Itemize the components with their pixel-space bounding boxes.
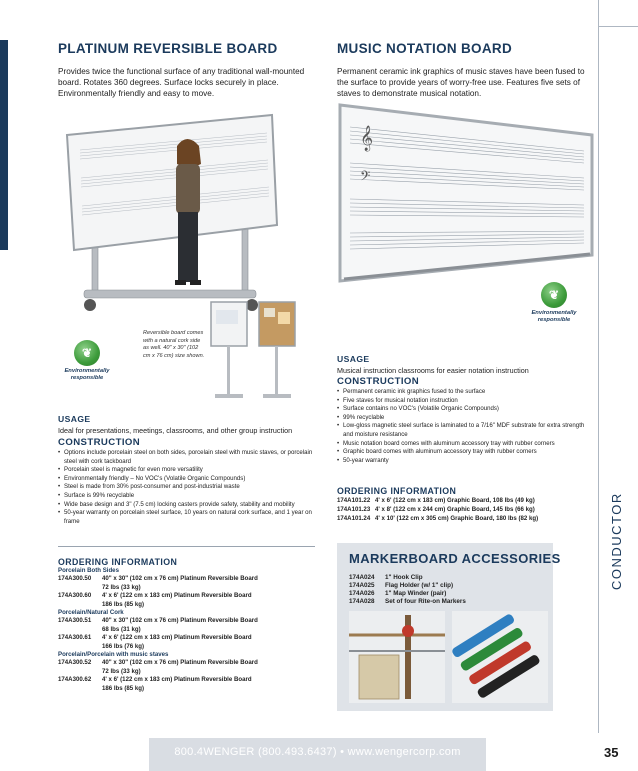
- list-item: • Environmentally friendly – No VOC's (Volatile Organic Compounds): [58, 475, 316, 484]
- table-row: 174A300.61 4' x 6' (122 cm x 183 cm) Platinum Reversible Board: [58, 634, 252, 642]
- ordering-subheading: Porcelain Both Sides: [58, 567, 119, 574]
- music-ordering-heading: ORDERING INFORMATION: [337, 486, 457, 496]
- ordering-subheading: Porcelain/Natural Cork: [58, 609, 124, 617]
- reversible-board-photo: [62, 100, 282, 315]
- leaf-icon: ❦: [541, 282, 567, 308]
- music-usage-heading: USAGE: [337, 354, 370, 364]
- list-item: • Options include porcelain steel on both sides, porcelain steel with music staves, or porcelain steel with cork tackboard: [58, 449, 316, 466]
- eco-badge-left: ❦ Environmentally responsible: [60, 340, 114, 382]
- platinum-construction-heading: CONSTRUCTION: [58, 437, 141, 448]
- list-item: • Surface is 99% recyclable: [58, 492, 316, 501]
- platinum-usage-text: Ideal for presentations, meetings, classrooms, and other group instruction: [58, 426, 293, 435]
- svg-text:𝄞: 𝄞: [360, 126, 374, 151]
- list-item: • Low-gloss magnetic steel surface is laminated to a 7/16" MDF substrate for extra strength and moisture resistance: [337, 422, 591, 439]
- page-number: 35: [604, 745, 619, 760]
- section-label: CONDUCTOR: [609, 492, 624, 590]
- list-item: 174A028 Set of four Rite-on Markers: [349, 598, 466, 605]
- platinum-construction-list: [58, 449, 316, 526]
- table-row: 174A300.60 4' x 6' (122 cm x 183 cm) Platinum Reversible Board: [58, 592, 252, 600]
- list-item: • 99% recyclable: [337, 414, 591, 423]
- small-boards-photo: [207, 298, 299, 408]
- row-weight: 72 lbs (33 kg): [102, 583, 141, 591]
- platinum-board-title: PLATINUM REVERSIBLE BOARD: [58, 41, 278, 56]
- section-divider: [58, 546, 315, 547]
- list-item: 174A026 1" Map Winder (pair): [349, 590, 447, 597]
- table-row: 174A300.62 4' x 6' (122 cm x 183 cm) Platinum Reversible Board: [58, 676, 252, 684]
- list-item: • Surface contains no VOC's (Volatile Organic Compounds): [337, 405, 591, 414]
- list-item: • 50-year warranty on porcelain steel surface, 10 years on natural cork surface, and 1 year on frame: [58, 509, 316, 526]
- list-item: • Wide base design and 3" (7.5 cm) locking casters provide safety, stability and mobility: [58, 501, 316, 510]
- row-weight: 186 lbs (85 kg): [102, 684, 144, 692]
- cork-caption: Reversible board comes with a natural cork side as well. 40" x 30" (102 cm x 76 cm) size shown.: [143, 330, 205, 359]
- music-board-intro: Permanent ceramic ink graphics of music staves have been fused to the surface to provide years of worry-free use. Features five sets of staves to demonstrate musical notation.: [337, 67, 585, 98]
- list-item: • Steel is made from 30% post-consumer and post-industrial waste: [58, 483, 316, 492]
- ordering-subheading: Porcelain/Porcelain with music staves: [58, 651, 169, 659]
- list-item: 174A024 1" Hook Clip: [349, 574, 423, 581]
- table-row: 174A101.23 4' x 8' (122 cm x 244 cm) Graphic Board, 145 lbs (66 kg): [337, 506, 535, 514]
- section-tab: [0, 40, 8, 250]
- list-item: • 50-year warranty: [337, 457, 591, 466]
- list-item: • Porcelain steel is magnetic for even more versatility: [58, 466, 316, 475]
- platinum-ordering-list: [58, 567, 318, 693]
- accessory-clip-photo: [349, 611, 445, 703]
- platinum-ordering-heading: ORDERING INFORMATION: [58, 557, 178, 567]
- list-item: • Permanent ceramic ink graphics fused to the surface: [337, 388, 591, 397]
- table-row: 174A101.22 4' x 6' (122 cm x 183 cm) Graphic Board, 108 lbs (49 kg): [337, 497, 535, 504]
- table-row: 174A300.52 40" x 30" (102 cm x 76 cm) Platinum Reversible Board: [58, 659, 258, 667]
- table-row: 174A101.24 4' x 10' (122 cm x 305 cm) Graphic Board, 180 lbs (82 kg): [337, 515, 539, 523]
- list-item: • Music notation board comes with aluminum accessory tray with rubber corners: [337, 440, 591, 449]
- music-construction-heading: CONSTRUCTION: [337, 376, 420, 387]
- row-weight: 68 lbs (31 kg): [102, 625, 141, 633]
- accessories-title: MARKERBOARD ACCESSORIES: [349, 551, 561, 566]
- accessories-list: [349, 574, 466, 606]
- list-item: • Five staves for musical notation instruction: [337, 397, 591, 406]
- music-board-title: MUSIC NOTATION BOARD: [337, 41, 512, 56]
- row-weight: 72 lbs (33 kg): [102, 667, 141, 675]
- leaf-icon: ❦: [74, 340, 100, 366]
- eco-badge-right: ❦ Environmentally responsible: [525, 282, 583, 324]
- platinum-usage-heading: USAGE: [58, 414, 91, 424]
- platinum-board-intro: Provides twice the functional surface of any traditional wall-mounted board. Rotates 360 degrees. Surface locks securely in place. Environmentally friendly and easy to move.: [58, 67, 305, 98]
- accessory-markers-photo: [452, 611, 548, 703]
- music-board-photo: [338, 103, 596, 285]
- music-ordering-list: [337, 496, 538, 524]
- music-construction-list: [337, 388, 591, 465]
- table-row: 174A300.50 40" x 30" (102 cm x 76 cm) Platinum Reversible Board: [58, 575, 258, 583]
- list-item: 174A025 Flag Holder (w/ 1" clip): [349, 582, 454, 589]
- frame-divider: [598, 26, 638, 27]
- row-weight: 166 lbs (76 kg): [102, 642, 144, 650]
- music-usage-text: Musical instruction classrooms for easier notation instruction: [337, 366, 529, 375]
- page-side-frame: [598, 0, 638, 733]
- table-row: 174A300.51 40" x 30" (102 cm x 76 cm) Platinum Reversible Board: [58, 617, 258, 625]
- svg-text:𝄢: 𝄢: [360, 168, 371, 187]
- list-item: • Graphic board comes with aluminum accessory tray with rubber corners: [337, 448, 591, 457]
- footer-contact: 800.4WENGER (800.493.6437) • www.wengercorp.com: [174, 746, 461, 758]
- row-weight: 186 lbs (85 kg): [102, 600, 144, 608]
